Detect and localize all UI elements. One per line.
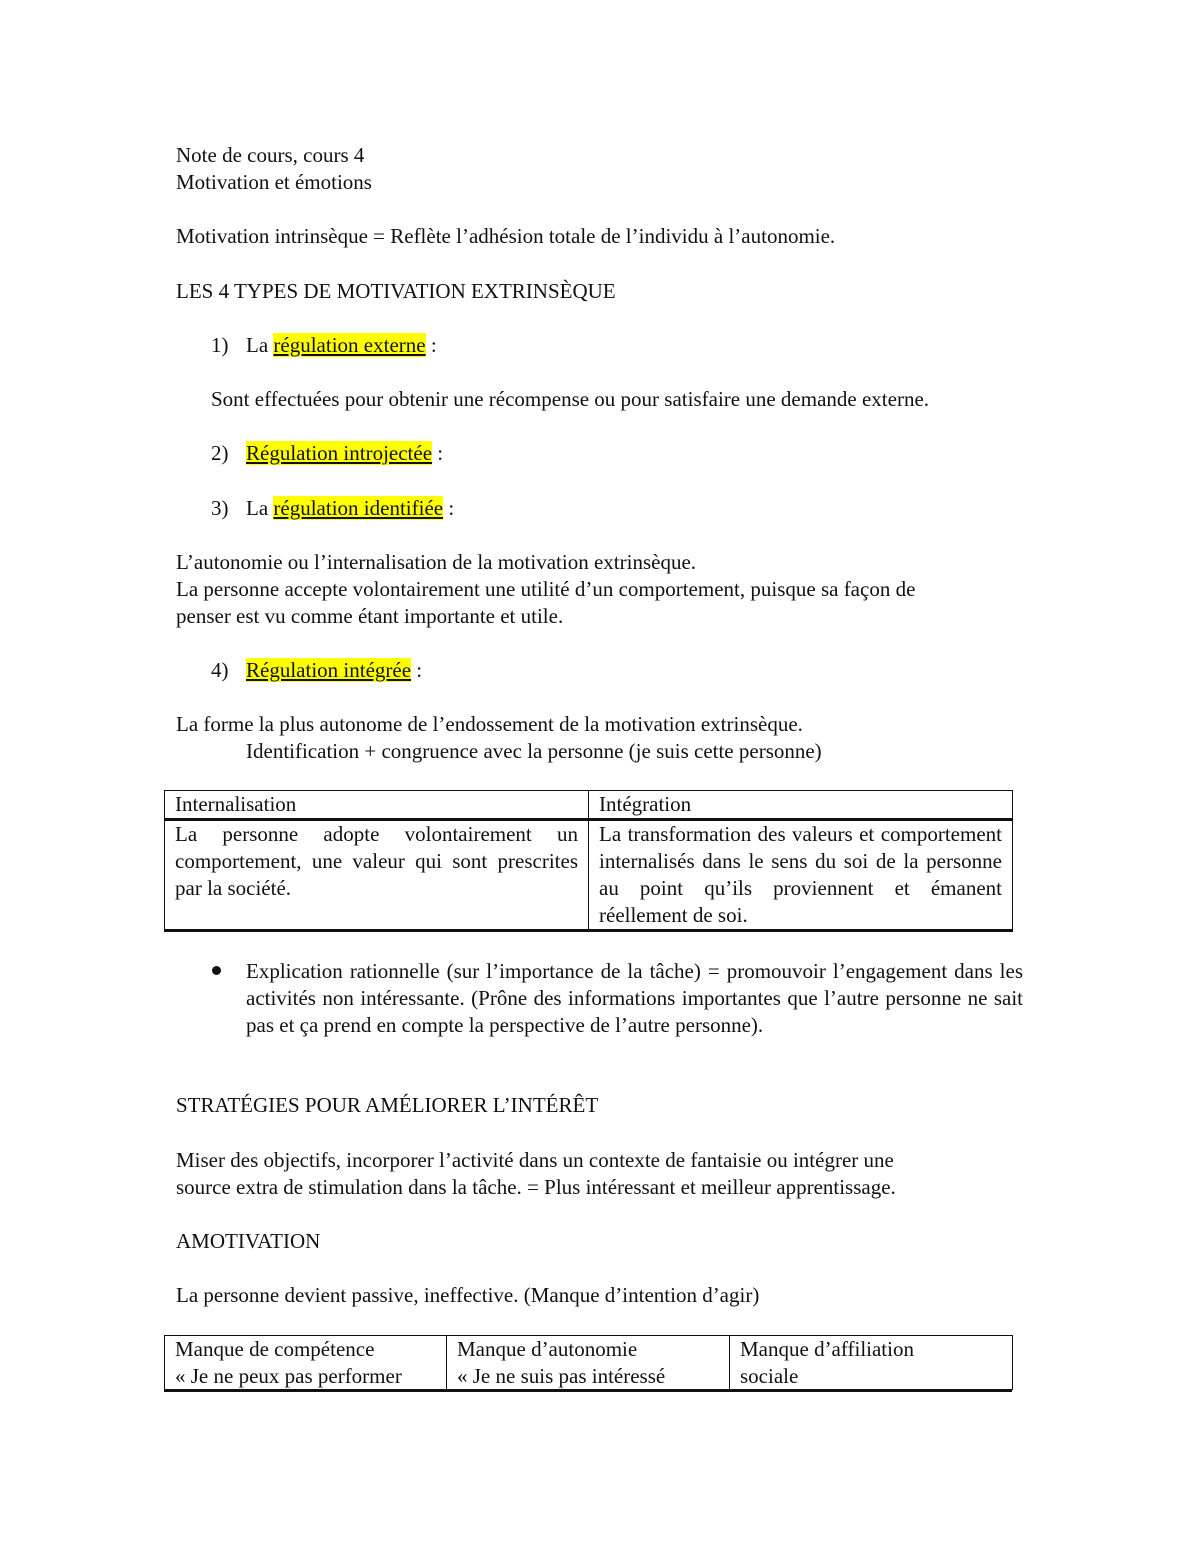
item-number: 2) xyxy=(211,441,229,465)
item1-description: Sont effectuées pour obtenir une récompense ou pour satisfaire une demande externe. xyxy=(211,387,930,411)
item4-line2: Identification + congruence avec la personne (je suis cette personne) xyxy=(246,739,822,763)
amotivation-heading: AMOTIVATION xyxy=(176,1229,321,1253)
table-header-cell: Manque d’autonomie « Je ne suis pas intéressé xyxy=(447,1336,730,1391)
highlighted-term: régulation externe xyxy=(273,333,426,357)
list-item: 3) La régulation identifiée : xyxy=(211,496,455,520)
internalisation-table xyxy=(164,790,1013,932)
table-row xyxy=(165,820,1013,931)
table-header-cell: Intégration xyxy=(589,791,1013,820)
highlighted-term: régulation identifiée xyxy=(273,496,444,520)
bullet-text: Explication rationnelle (sur l’importance de la tâche) = promouvoir l’engagement dans les activités non intéressante. (Prône des informations importantes que l’autre personne ne sait pas et ça prend en compte la perspective de l’autre personne). xyxy=(246,959,1023,1037)
table-header-cell: Internalisation xyxy=(165,791,589,820)
amotivation-text: La personne devient passive, ineffective. (Manque d’intention d’agir) xyxy=(176,1283,760,1307)
table-header-row xyxy=(165,791,1013,820)
strategies-line2: source extra de stimulation dans la tâche. = Plus intéressant et meilleur apprentissage. xyxy=(176,1175,896,1199)
item3-line2: La personne accepte volontairement une utilité d’un comportement, puisque sa façon de xyxy=(176,577,916,601)
highlighted-term: Régulation introjectée xyxy=(246,441,433,465)
table-header-cell: Manque de compétence « Je ne peux pas performer xyxy=(165,1336,447,1391)
list-item: 1) La régulation externe : xyxy=(211,333,437,357)
table-cell: La transformation des valeurs et comportement internalisés dans le sens du soi de la personne au point qu’ils proviennent et émanent réellement de soi. xyxy=(589,820,1013,931)
item-number: 1) xyxy=(211,333,229,357)
item3-line3: penser est vu comme étant importante et utile. xyxy=(176,604,564,628)
item3-line1: L’autonomie ou l’internalisation de la motivation extrinsèque. xyxy=(176,550,697,574)
strategies-heading: STRATÉGIES POUR AMÉLIORER L’INTÉRÊT xyxy=(176,1093,599,1117)
highlighted-term: Régulation intégrée xyxy=(246,658,412,682)
table-header-cell: Manque d’affiliation sociale xyxy=(730,1336,1013,1391)
bullet-icon xyxy=(212,966,221,975)
strategies-line1: Miser des objectifs, incorporer l’activité dans un contexte de fantaisie ou intégrer une xyxy=(176,1148,894,1172)
table-bottom-rule xyxy=(164,1389,1012,1392)
item4-line1: La forme la plus autonome de l’endossement de la motivation extrinsèque. xyxy=(176,712,803,736)
course-subtitle: Motivation et émotions xyxy=(176,170,372,194)
types-heading: LES 4 TYPES DE MOTIVATION EXTRINSÈQUE xyxy=(176,279,616,303)
list-item: 4) Régulation intégrée : xyxy=(211,658,423,682)
list-item: 2) Régulation introjectée : xyxy=(211,441,444,465)
table-row xyxy=(165,1336,1013,1391)
amotivation-table xyxy=(164,1335,1013,1390)
item-number: 4) xyxy=(211,658,229,682)
item-number: 3) xyxy=(211,496,229,520)
course-title: Note de cours, cours 4 xyxy=(176,143,365,167)
intrinsic-definition: Motivation intrinsèque = Reflète l’adhésion totale de l’individu à l’autonomie. xyxy=(176,224,836,248)
table-cell: La personne adopte volontairement un comportement, une valeur qui sont prescrites par la société. xyxy=(165,820,589,931)
